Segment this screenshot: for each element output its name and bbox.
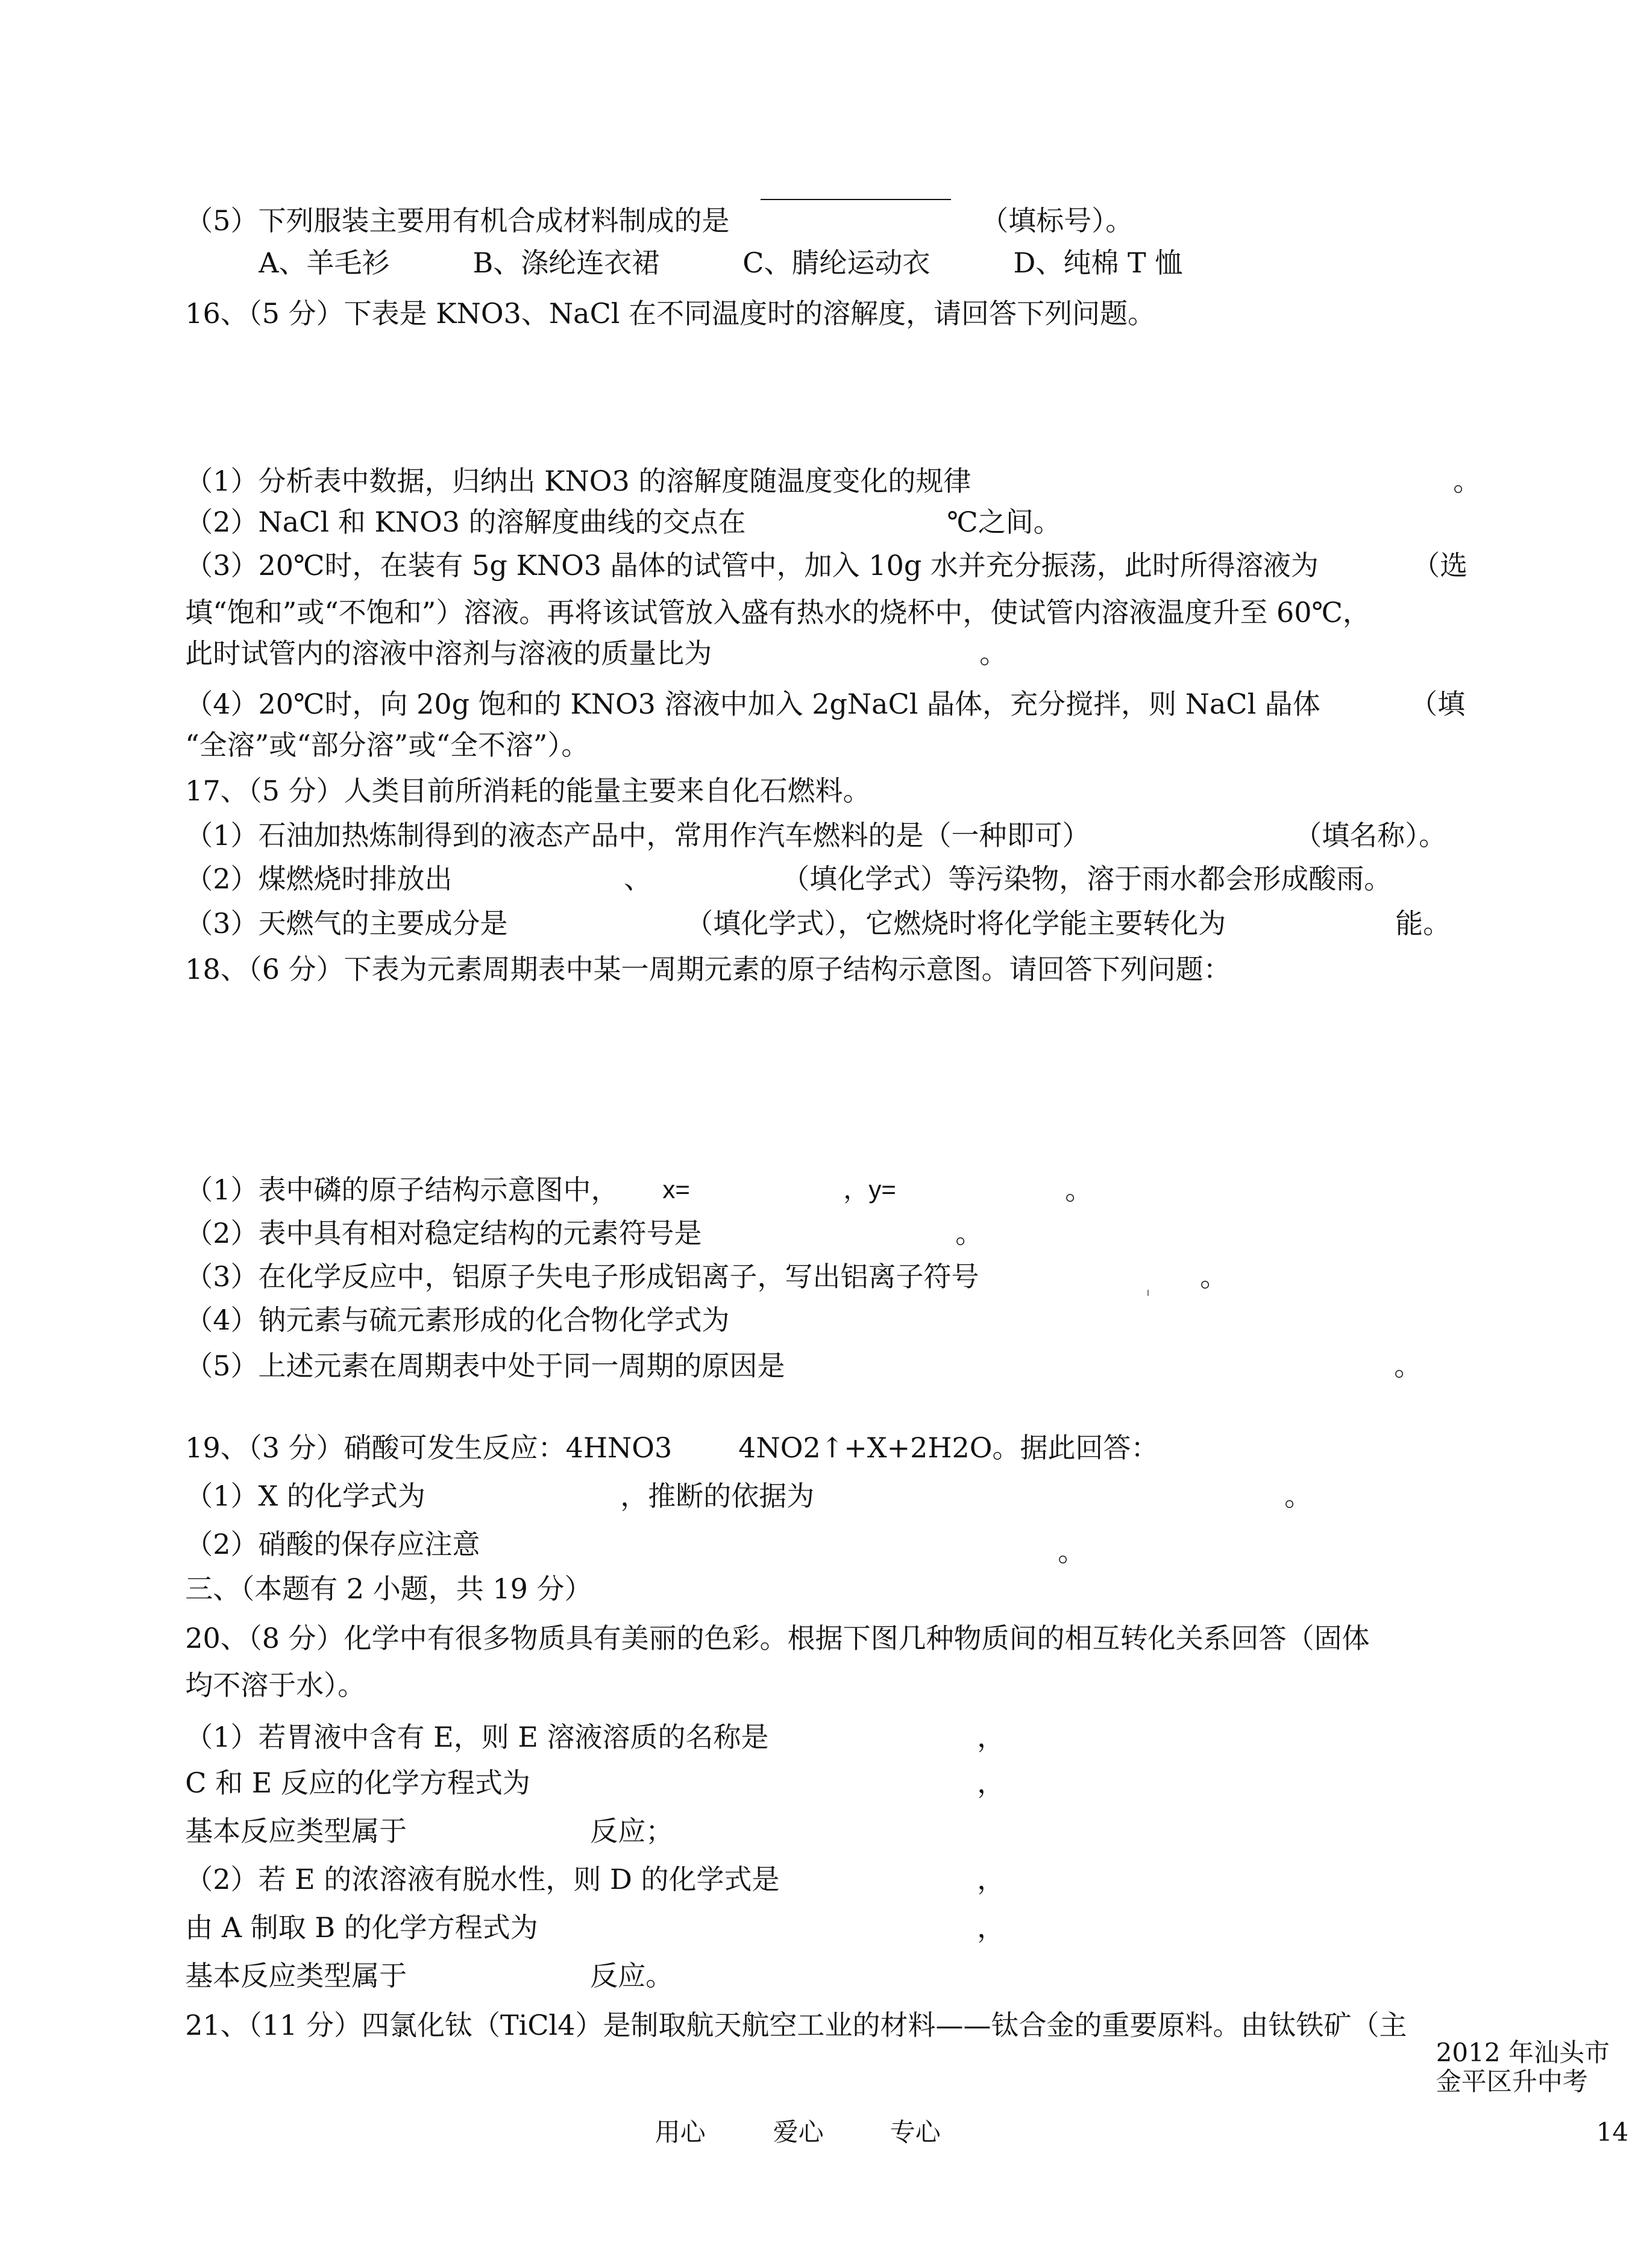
question-text: 21、（11 分）四氯化钛（TiCl4）是制取航天航空工业的材料——钛合金的重要原料。由钛铁矿（主 [185,2009,1407,2041]
separator-mark [606,825,651,897]
question-text-middle: ，推断的依据为 [620,1480,815,1512]
question-16-4-suffix [1392,650,1465,722]
answer-blank [761,199,951,200]
period-text: 。 [1058,1535,1086,1568]
question-text: （3）天燃气的主要成分是 [185,907,508,940]
period-text: 。 [1453,465,1481,497]
motto-text: 爱心 [773,2117,824,2147]
question-text: （3）在化学反应中，铝原子失电子形成铝离子，写出铝离子符号 [185,1260,979,1293]
question-16 [168,259,1155,331]
question-text: （2）硝酸的保存应注意 [185,1528,480,1560]
question-text: 基本反应类型属于 [185,1959,407,1992]
footer-motto-2 [757,2085,824,2148]
page-number [1580,2085,1628,2148]
comma-text: ， [977,1911,1005,1944]
period-mark [1182,1222,1228,1295]
question-text-suffix: （填 [1410,688,1466,720]
period-text: 。 [955,1217,984,1249]
motto-text: 用心 [654,2117,706,2147]
period-mark [1040,1497,1085,1569]
question-text-suffix: 能。 [1395,907,1451,940]
motto-text: 专心 [890,2117,941,2147]
question-16-3-suffix [1395,511,1467,583]
question-17-3-suffix [1378,869,1451,941]
question-text: “全溶”或“部分溶”或“全不溶”）。 [185,729,589,761]
question-text: 由 A 制取 B 的化学方程式为 [185,1911,538,1944]
y-label-text: ，y= [843,1175,896,1204]
period-text: 。 [1200,1260,1228,1293]
question-text: （3）20℃时，在装有 5g KNO3 晶体的试管中，加入 10g 水并充分振荡，此时所得溶液为 [185,549,1319,582]
period-mark [1376,1311,1422,1384]
footer-motto-1 [639,2085,706,2148]
period-text: 。 [1394,1349,1422,1382]
question-text: 填“饱和”或“不饱和”）溶液。再将该试管放入盛有热水的烧杯中，使试管内溶液温度升至 60℃， [185,596,1370,629]
question-text: （5）上述元素在周期表中处于同一周期的原因是 [185,1349,785,1382]
x-label-text: x= [662,1175,690,1204]
separator-text: 、 [624,862,652,895]
header-note-line2 [1420,2035,1588,2097]
period-mark [1267,1442,1312,1514]
question-text: （1）石油加热炼制得到的液态产品中，常用作汽车燃料的是（一种即可） [185,819,1090,852]
footer-motto-3 [874,2085,941,2148]
question-text-suffix: 反应； [590,1815,674,1847]
question-21 [168,1971,1407,2043]
question-text: （2）若 E 的浓溶液有脱水性，则 D 的化学式是 [185,1863,780,1896]
header-note-text: 金平区升中考 [1436,2067,1588,2096]
question-text: （4）20℃时，向 20g 饱和的 KNO3 溶液中加入 2gNaCl 晶体，充分搅拌，则 NaCl 晶体 [185,688,1320,720]
question-text-suffix: ℃之间。 [947,506,1061,538]
equation-text: 4NO2↑+X+2H2O。据此回答： [738,1431,1159,1464]
question-text: 基本反应类型属于 [185,1815,407,1847]
question-18 [168,915,1231,987]
question-text: （2）表中具有相对稳定结构的元素符号是 [185,1217,702,1249]
period-mark [1047,1136,1093,1208]
header-note-text: 2012 年汕头市 [1436,2038,1610,2067]
question-text-suffix: （填名称）。 [1294,819,1447,852]
question-text-suffix: 反应。 [590,1959,674,1992]
question-text: 此时试管内的溶液中溶剂与溶液的质量比为 [185,637,712,670]
question-text: （5）下列服装主要用有机合成材料制成的是 [185,204,730,237]
question-text: 18、（6 分）下表为元素周期表中某一周期元素的原子结构示意图。请回答下列问题： [185,953,1231,985]
question-text: C 和 E 反应的化学方程式为 [185,1767,530,1799]
question-text-suffix: （填化学式）等污染物，溶于雨水都会形成酸雨。 [782,862,1392,895]
stray-mark [1147,1290,1149,1296]
question-text: 均不溶于水）。 [185,1669,366,1701]
section-heading-text: 三、（本题有 2 小题，共 19 分） [185,1572,592,1605]
period-text: 。 [979,637,1008,670]
question-18-5 [168,1311,785,1384]
question-text-suffix: （填标号）。 [981,204,1134,237]
question-text: （2）NaCl 和 KNO3 的溶解度曲线的交点在 [185,506,746,538]
question-text-suffix: （选 [1412,549,1468,582]
question-text: （2）煤燃烧时排放出 [185,862,453,895]
question-text: 17、（5 分）人类目前所消耗的能量主要来自化石燃料。 [185,774,871,807]
question-text: 16、（5 分）下表是 KNO3、NaCl 在不同温度时的溶解度，请回答下列问题。 [185,297,1156,330]
question-text: 19、（3 分）硝酸可发生反应：4HNO3 [185,1431,673,1464]
question-text: （1）表中磷的原子结构示意图中， [185,1173,619,1206]
question-text: （1）若胃液中含有 E，则 E 溶液溶质的名称是 [185,1721,769,1753]
question-text: 20、（8 分）化学中有很多物质具有美丽的色彩。根据下图几种物质间的相互转化关系回答（固体 [185,1622,1370,1654]
question-text: （4）钠元素与硫元素形成的化合物化学式为 [185,1304,730,1336]
period-mark [1436,427,1481,499]
comma-mark [959,1729,1005,1801]
comma-text: ， [977,1767,1005,1799]
question-text: （1）分析表中数据，归纳出 KNO3 的溶解度随温度变化的规律 [185,465,971,497]
question-text: （1）X 的化学式为 [185,1480,425,1512]
period-text: 。 [1065,1173,1093,1206]
comma-text: ， [977,1863,1005,1896]
period-text: 。 [1284,1480,1313,1512]
comma-mark [959,1873,1005,1946]
question-text-middle: （填化学式），它燃烧时将化学能主要转化为 [685,907,1226,940]
comma-text: ， [977,1721,1005,1753]
question-19-1-mid [603,1442,814,1514]
page-number-text: 14 [1596,2117,1629,2147]
y-label [829,1136,896,1208]
options-text: A、羊毛衫 B、涤纶连衣裙 C、腈纶运动衣 D、纯棉 T 恤 [259,247,1183,279]
